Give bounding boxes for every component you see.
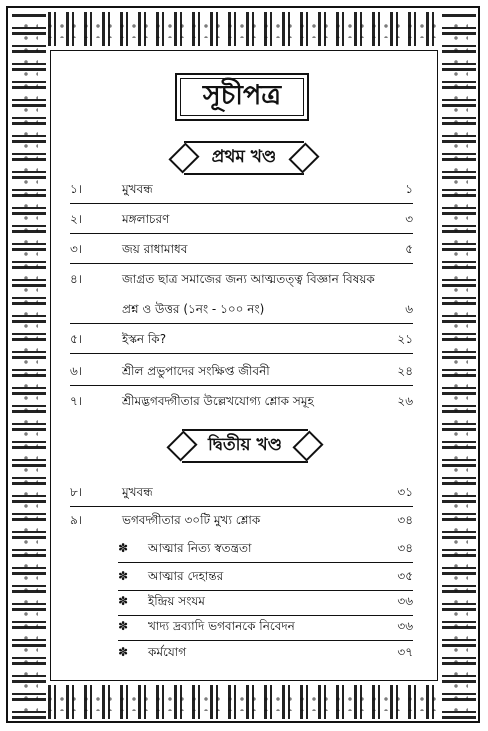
- entry-title: জয় রাধামাধব: [122, 242, 188, 256]
- entry-page: ৩৪: [397, 513, 413, 527]
- subentry-title: খাদ্য দ্রব্যাদি ভগবানকে নিবেদন: [148, 619, 295, 633]
- toc-entry-9[interactable]: [70, 512, 413, 528]
- toc-subentry-4[interactable]: [118, 618, 413, 641]
- entry-title: শ্রীমদ্ভগবদ্গীতার উল্লেখযোগ্য শ্লোক সমূহ: [122, 394, 314, 408]
- title-box: [175, 73, 309, 121]
- toc-entry-6[interactable]: [70, 363, 413, 386]
- entry-number: ৮।: [70, 485, 83, 499]
- entry-title: মঙ্গলাচরণ: [122, 212, 170, 226]
- toc-subentry-2[interactable]: [118, 568, 413, 591]
- ornament-border-top: [12, 12, 476, 46]
- toc-entry-4[interactable]: [70, 271, 413, 324]
- entry-page: ২৬: [397, 394, 413, 408]
- subentry-page: ৩৪: [397, 541, 413, 555]
- ornament-border-bottom: [12, 685, 476, 719]
- entry-title: ইস্কন কি?: [122, 332, 167, 346]
- entry-page: ২৪: [397, 364, 413, 378]
- asterisk-bullet-icon: ✽: [118, 645, 129, 659]
- entry-title: ভগবদ্গীতার ৩০টি মুখ্য শ্লোক: [122, 513, 261, 527]
- toc-entry-3[interactable]: [70, 241, 413, 264]
- section-heading-1: প্রথম খণ্ড: [184, 141, 304, 175]
- asterisk-bullet-icon: ✽: [118, 619, 129, 633]
- ornament-border-right: [442, 12, 476, 719]
- entry-number: ৪।: [70, 272, 83, 286]
- entry-page: ৩: [405, 212, 413, 226]
- entry-number: ৫।: [70, 332, 83, 346]
- toc-entry-8[interactable]: [70, 484, 413, 507]
- entry-number: ৬।: [70, 364, 83, 378]
- entry-number: ৭।: [70, 394, 83, 408]
- entry-title: জাগ্রত ছাত্র সমাজের জন্য আত্মতত্ত্ব বিজ্ঞান বিষয়ক: [122, 272, 375, 286]
- asterisk-bullet-icon: ✽: [118, 594, 129, 608]
- entry-title-continued: প্রশ্ন ও উত্তর (১নং - ১০০ নং): [122, 302, 265, 316]
- toc-subentry-3[interactable]: [118, 593, 413, 616]
- toc-entry-7[interactable]: [70, 393, 413, 409]
- toc-entry-2[interactable]: [70, 211, 413, 234]
- subentry-page: ৩৭: [397, 645, 413, 659]
- entry-number: ৩।: [70, 242, 83, 256]
- subentry-title: ইন্দ্রিয় সংযম: [148, 594, 205, 608]
- entry-number: ২।: [70, 212, 83, 226]
- entry-title: মুখবন্ধ: [122, 182, 153, 196]
- entry-page: ৩১: [397, 485, 413, 499]
- toc-entry-1[interactable]: [70, 181, 413, 204]
- page-title: সূচীপত্র: [202, 79, 282, 111]
- subentry-title: আত্মার নিত্য স্বতন্ত্রতা: [148, 541, 252, 555]
- asterisk-bullet-icon: ✽: [118, 541, 129, 555]
- subentry-page: ৩৫: [397, 569, 413, 583]
- subentry-page: ৩৬: [397, 619, 413, 633]
- ornament-border-left: [12, 12, 46, 719]
- toc-subentry-1[interactable]: [118, 540, 413, 563]
- toc-subentry-5[interactable]: [118, 644, 413, 666]
- asterisk-bullet-icon: ✽: [118, 569, 129, 583]
- entry-page: ২১: [397, 332, 413, 346]
- toc-entry-5[interactable]: [70, 331, 413, 354]
- entry-page: ৫: [405, 242, 413, 256]
- subentry-title: কর্মযোগ: [148, 645, 187, 659]
- entry-page: ৬: [405, 302, 413, 316]
- section-heading-2: দ্বিতীয় খণ্ড: [182, 429, 308, 463]
- entry-title: শ্রীল প্রভুপাদের সংক্ষিপ্ত জীবনী: [122, 364, 270, 378]
- entry-title: মুখবন্ধ: [122, 485, 153, 499]
- entry-page: ১: [405, 182, 413, 196]
- entry-number: ১।: [70, 182, 83, 196]
- subentry-page: ৩৬: [397, 594, 413, 608]
- entry-number: ৯।: [70, 513, 83, 527]
- subentry-title: আত্মার দেহান্তর: [148, 569, 224, 583]
